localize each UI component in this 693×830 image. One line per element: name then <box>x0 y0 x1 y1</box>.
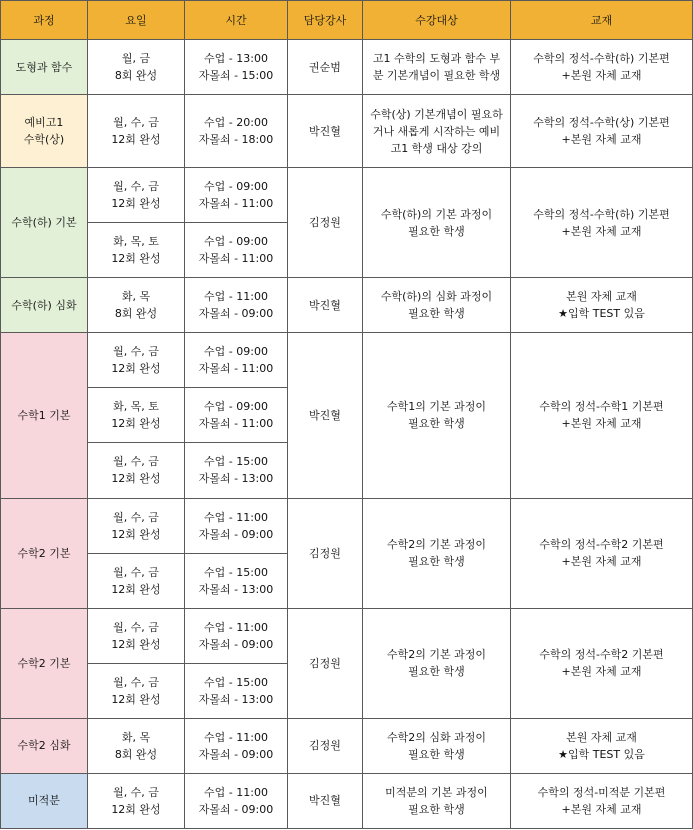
cell-line: 본원 자체 교재 <box>566 730 637 744</box>
table-row <box>1 168 693 223</box>
cell-line: 수업 - 11:00 <box>204 290 268 304</box>
book-cell <box>511 498 693 608</box>
cell-line: 월, 수, 금 <box>113 345 159 359</box>
time-cell <box>185 718 288 773</box>
course-cell: 도형과 함수 <box>1 40 88 95</box>
course-cell: 수학2 기본 <box>1 498 88 608</box>
days-cell <box>88 95 185 168</box>
cell-line: 수학(하)의 기본 과정이 <box>380 207 493 221</box>
time-cell <box>185 443 288 498</box>
days-cell <box>88 663 185 718</box>
days-cell <box>88 278 185 333</box>
cell-line: 12회 완성 <box>111 417 161 431</box>
cell-line: 12회 완성 <box>111 472 161 486</box>
cell-line: 필요한 학생 <box>408 665 465 679</box>
cell-line: 필요한 학생 <box>408 555 465 569</box>
cell-line: 수업 - 09:00 <box>204 180 268 194</box>
teacher-cell: 김정원 <box>288 608 363 718</box>
target-cell <box>363 608 511 718</box>
cell-line: 화, 목, 토 <box>113 400 159 414</box>
cell-line: 거나 새롭게 시작하는 예비 <box>372 124 501 138</box>
time-cell <box>185 168 288 223</box>
days-cell <box>88 553 185 608</box>
cell-line: 필요한 학생 <box>408 747 465 761</box>
cell-line: 월, 수, 금 <box>113 116 159 130</box>
cell-line: 필요한 학생 <box>408 307 465 321</box>
cell-line: 자몰쇠 - 18:00 <box>198 133 274 147</box>
cell-line: 자몰쇠 - 11:00 <box>198 197 274 211</box>
cell-line: 자몰쇠 - 11:00 <box>198 362 274 376</box>
target-cell <box>363 498 511 608</box>
cell-line: 수학2의 심화 과정이 <box>387 730 486 744</box>
cell-line: +본원 자체 교재 <box>561 555 642 569</box>
cell-line: 자몰쇠 - 13:00 <box>198 582 274 596</box>
days-cell <box>88 388 185 443</box>
cell-line: 수업 - 11:00 <box>204 510 268 524</box>
cell-line: 화, 목, 토 <box>113 235 159 249</box>
cell-line: 수업 - 13:00 <box>204 52 268 66</box>
cell-line: 수업 - 11:00 <box>204 620 268 634</box>
cell-line: 8회 완성 <box>114 307 158 321</box>
cell-line: 8회 완성 <box>114 69 158 83</box>
cell-line: 수업 - 09:00 <box>204 235 268 249</box>
cell-line: 자몰쇠 - 13:00 <box>198 472 274 486</box>
cell-line: 월, 수, 금 <box>113 620 159 634</box>
cell-line: 화, 목 <box>121 730 151 744</box>
course-cell <box>1 95 88 168</box>
cell-line: 수업 - 11:00 <box>204 785 268 799</box>
cell-line: +본원 자체 교재 <box>561 133 642 147</box>
cell-line: 월, 수, 금 <box>113 785 159 799</box>
cell-line: 월, 수, 금 <box>113 180 159 194</box>
course-cell: 수학2 심화 <box>1 718 88 773</box>
time-cell <box>185 608 288 663</box>
col-header-book: 교재 <box>511 1 693 40</box>
teacher-cell: 김정원 <box>288 498 363 608</box>
teacher-cell: 김정원 <box>288 718 363 773</box>
days-cell <box>88 333 185 388</box>
days-cell <box>88 773 185 828</box>
cell-line: 수학1의 기본 과정이 <box>387 400 486 414</box>
book-cell <box>511 40 693 95</box>
cell-line: 12회 완성 <box>111 527 161 541</box>
cell-line: 12회 완성 <box>111 133 161 147</box>
cell-line: 수학2의 기본 과정이 <box>387 538 486 552</box>
cell-line: 수업 - 15:00 <box>204 565 268 579</box>
cell-line: 고1 수학의 도형과 함수 부 <box>372 52 501 66</box>
time-cell <box>185 223 288 278</box>
days-cell <box>88 168 185 223</box>
cell-line: +본원 자체 교재 <box>561 665 642 679</box>
teacher-cell: 박진혈 <box>288 333 363 498</box>
cell-line: 자몰쇠 - 11:00 <box>198 417 274 431</box>
table-row <box>1 608 693 663</box>
cell-line: 12회 완성 <box>111 252 161 266</box>
cell-line: 12회 완성 <box>111 362 161 376</box>
book-cell <box>511 333 693 498</box>
cell-line: 월, 수, 금 <box>113 455 159 469</box>
days-cell <box>88 608 185 663</box>
teacher-cell: 박진혈 <box>288 95 363 168</box>
cell-line: 화, 목 <box>121 290 151 304</box>
cell-line: 수학의 정석-수학1 기본편 <box>539 400 664 414</box>
cell-line: 자몰쇠 - 11:00 <box>198 252 274 266</box>
cell-line: 자몰쇠 - 09:00 <box>198 307 274 321</box>
course-cell: 미적분 <box>1 773 88 828</box>
course-name-line: 수학(상) <box>23 133 65 147</box>
book-cell <box>511 773 693 828</box>
course-name-line: 예비고1 <box>24 116 64 130</box>
cell-line: 12회 완성 <box>111 582 161 596</box>
target-cell <box>363 40 511 95</box>
time-cell <box>185 40 288 95</box>
days-cell <box>88 498 185 553</box>
target-cell <box>363 718 511 773</box>
cell-line: 본원 자체 교재 <box>566 290 637 304</box>
cell-line: 월, 수, 금 <box>113 565 159 579</box>
days-cell <box>88 718 185 773</box>
cell-line: 수학의 정석-수학(상) 기본편 <box>533 116 670 130</box>
col-header-teacher: 담당강사 <box>288 1 363 40</box>
cell-line: 수업 - 09:00 <box>204 345 268 359</box>
time-cell <box>185 553 288 608</box>
target-cell <box>363 333 511 498</box>
time-cell <box>185 388 288 443</box>
col-header-days: 요일 <box>88 1 185 40</box>
cell-line: 자몰쇠 - 09:00 <box>198 802 274 816</box>
cell-line: 수학2의 기본 과정이 <box>387 648 486 662</box>
book-cell <box>511 608 693 718</box>
cell-line: 수업 - 15:00 <box>204 675 268 689</box>
cell-line: 자몰쇠 - 13:00 <box>198 692 274 706</box>
cell-line: 8회 완성 <box>114 747 158 761</box>
cell-line: +본원 자체 교재 <box>561 69 642 83</box>
teacher-cell: 박진혈 <box>288 773 363 828</box>
cell-line: 수업 - 15:00 <box>204 455 268 469</box>
cell-line: 수학의 정석-수학2 기본편 <box>539 538 664 552</box>
time-cell <box>185 663 288 718</box>
teacher-cell: 김정원 <box>288 168 363 278</box>
book-cell <box>511 95 693 168</box>
table-row <box>1 40 693 95</box>
target-cell <box>363 95 511 168</box>
cell-line: +본원 자체 교재 <box>561 802 642 816</box>
time-cell <box>185 95 288 168</box>
cell-line: 월, 수, 금 <box>113 675 159 689</box>
cell-line: 필요한 학생 <box>408 802 465 816</box>
cell-line: 월, 금 <box>121 52 151 66</box>
book-cell <box>511 718 693 773</box>
days-cell <box>88 40 185 95</box>
cell-line: 자몰쇠 - 09:00 <box>198 637 274 651</box>
cell-line: 수학의 정석-수학(하) 기본편 <box>533 207 670 221</box>
cell-line: 수업 - 11:00 <box>204 730 268 744</box>
book-cell <box>511 168 693 278</box>
cell-line: +본원 자체 교재 <box>561 224 642 238</box>
cell-line: 필요한 학생 <box>408 417 465 431</box>
cell-line: 수학의 정석-수학2 기본편 <box>539 648 664 662</box>
target-cell <box>363 278 511 333</box>
header-row <box>1 1 693 40</box>
book-cell <box>511 278 693 333</box>
cell-line: 12회 완성 <box>111 197 161 211</box>
schedule-body <box>1 40 693 829</box>
teacher-cell: 박진혈 <box>288 278 363 333</box>
time-cell <box>185 498 288 553</box>
course-cell: 수학(하) 심화 <box>1 278 88 333</box>
cell-line: 수학의 정석-미적분 기본편 <box>537 785 666 799</box>
cell-line: +본원 자체 교재 <box>561 417 642 431</box>
cell-line: 수학(상) 기본개념이 필요하 <box>370 107 503 121</box>
cell-line: 월, 수, 금 <box>113 510 159 524</box>
table-row <box>1 95 693 168</box>
cell-line: 수업 - 09:00 <box>204 400 268 414</box>
target-cell <box>363 773 511 828</box>
time-cell <box>185 333 288 388</box>
days-cell <box>88 223 185 278</box>
target-cell <box>363 168 511 278</box>
cell-line: 수학(하)의 심화 과정이 <box>380 290 493 304</box>
cell-line: 수학의 정석-수학(하) 기본편 <box>533 52 670 66</box>
col-header-time: 시간 <box>185 1 288 40</box>
cell-line: 자몰쇠 - 15:00 <box>198 69 274 83</box>
time-cell <box>185 773 288 828</box>
course-cell: 수학2 기본 <box>1 608 88 718</box>
cell-line: 자몰쇠 - 09:00 <box>198 747 274 761</box>
teacher-cell: 권순범 <box>288 40 363 95</box>
table-row <box>1 498 693 553</box>
cell-line: 필요한 학생 <box>408 224 465 238</box>
cell-line: 미적분의 기본 과정이 <box>385 785 488 799</box>
course-cell: 수학(하) 기본 <box>1 168 88 278</box>
cell-line: 자몰쇠 - 09:00 <box>198 527 274 541</box>
days-cell <box>88 443 185 498</box>
cell-line: 분 기본개념이 필요한 학생 <box>372 69 501 83</box>
cell-line: ★입학 TEST 있음 <box>558 307 645 321</box>
cell-line: 12회 완성 <box>111 802 161 816</box>
col-header-target: 수강대상 <box>363 1 511 40</box>
cell-line: 12회 완성 <box>111 692 161 706</box>
time-cell <box>185 278 288 333</box>
course-cell: 수학1 기본 <box>1 333 88 498</box>
cell-line: ★입학 TEST 있음 <box>558 747 645 761</box>
cell-line: 고1 학생 대상 강의 <box>390 141 483 155</box>
table-row <box>1 773 693 828</box>
cell-line: 12회 완성 <box>111 637 161 651</box>
table-row <box>1 278 693 333</box>
table-row <box>1 718 693 773</box>
cell-line: 수업 - 20:00 <box>204 116 268 130</box>
col-header-course: 과정 <box>1 1 88 40</box>
table-row <box>1 333 693 388</box>
